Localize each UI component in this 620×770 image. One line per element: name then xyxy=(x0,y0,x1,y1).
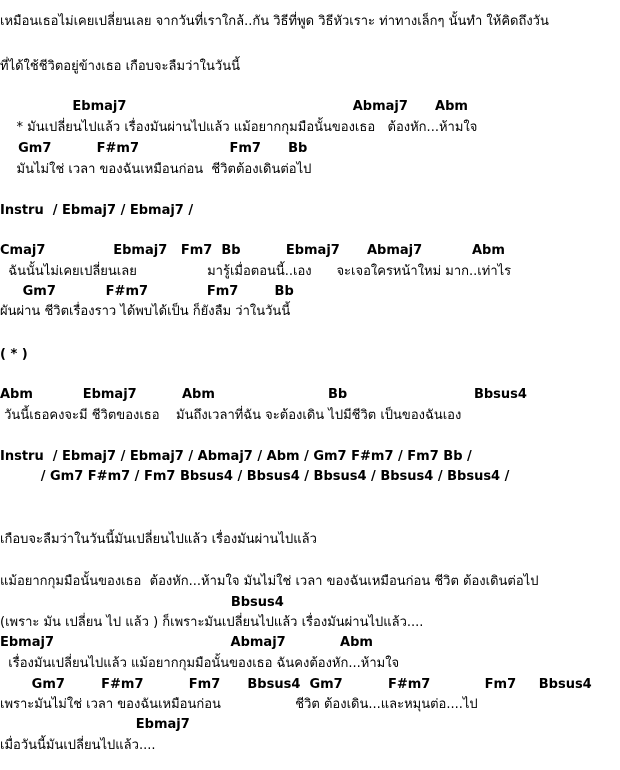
lyric-line: ผันผ่าน ชีวิตเรื่องราว ได้พบได้เป็น ก็ยังลืม ว่าในวันนี้ xyxy=(0,304,291,319)
chord-line: Cmaj7 Ebmaj7 Fm7 Bb Ebmaj7 Abmaj7 Abm xyxy=(0,243,505,258)
lyric-line: * มันเปลี่ยนไปแล้ว เรื่องมันผ่านไปแล้ว แม้อยากกุมมือนั้นของเธอ ต้องหัก...ห้ามใจ xyxy=(0,120,478,135)
chord-line: Ebmaj7 Abmaj7 Abm xyxy=(0,635,373,650)
chorus-marker: ( * ) xyxy=(0,347,28,362)
chord-line: Abm Ebmaj7 Abm Bb Bbsus4 xyxy=(0,387,527,402)
lyric-line: ฉันนั้นไม่เคยเปลี่ยนเลย มารู้เมื่อตอนนี้..เอง จะเจอใครหน้าใหม่ มาก..เท่าไร xyxy=(0,264,512,279)
chord-line: Gm7 F#m7 Fm7 Bb xyxy=(0,141,308,156)
lyric-line: เรื่องมันเปลี่ยนไปแล้ว แม้อยากกุมมือนั้นของเธอ ฉันคงต้องหัก...ห้ามใจ xyxy=(0,656,400,671)
lyric-line: มันไม่ใช่ เวลา ของฉันเหมือนก่อน ชีวิตต้องเดินต่อไป xyxy=(0,162,312,177)
lyric-line: เพราะมันไม่ใช่ เวลา ของฉันเหมือนก่อน ชีวิต ต้องเดิน...และหมุนต่อ....ไป xyxy=(0,697,478,712)
chord-line: Ebmaj7 xyxy=(0,717,190,732)
instrumental-line: / Gm7 F#m7 / Fm7 Bbsus4 / Bbsus4 / Bbsus4 / Bbsus4 / Bbsus4 / xyxy=(0,469,510,484)
lyric-line: วันนี้เธอคงจะมี ชีวิตของเธอ มันถึงเวลาที่ฉัน จะต้องเดิน ไปมีชีวิต เป็นของฉันเอง xyxy=(0,408,462,423)
lyric-line: เหมือนเธอไม่เคยเปลี่ยนเลย จากวันที่เราใกล้..กัน วิธีที่พูด วิธีหัวเราะ ท่าทางเล็กๆ นั้นทำ ให้คิดถึงวัน xyxy=(0,14,549,29)
chord-line: Gm7 F#m7 Fm7 Bbsus4 Gm7 F#m7 Fm7 Bbsus4 xyxy=(0,677,592,692)
instrumental-line: Instru / Ebmaj7 / Ebmaj7 / Abmaj7 / Abm / Gm7 F#m7 / Fm7 Bb / xyxy=(0,449,472,464)
lyric-line: แม้อยากกุมมือนั้นของเธอ ต้องหัก...ห้ามใจ มันไม่ใช่ เวลา ของฉันเหมือนก่อน ชีวิต ต้องเดินต่อไป xyxy=(0,574,539,589)
lyric-line: เมื่อวันนี้มันเปลี่ยนไปแล้ว.... xyxy=(0,738,156,753)
chord-line: Gm7 F#m7 Fm7 Bb xyxy=(0,284,294,299)
lyric-line: ที่ได้ใช้ชีวิตอยู่ข้างเธอ เกือบจะลืมว่าในวันนี้ xyxy=(0,59,240,74)
lyric-line: (เพราะ มัน เปลี่ยน ไป แล้ว ) ก็เพราะมันเปลี่ยนไปแล้ว เรื่องมันผ่านไปแล้ว.... xyxy=(0,615,424,630)
lyric-line: เกือบจะลืมว่าในวันนี้มันเปลี่ยนไปแล้ว เรื่องมันผ่านไปแล้ว xyxy=(0,532,317,547)
chord-line: Ebmaj7 Abmaj7 Abm xyxy=(0,99,468,114)
instrumental-line: Instru / Ebmaj7 / Ebmaj7 / xyxy=(0,203,194,218)
chord-line: Bbsus4 xyxy=(0,595,284,610)
